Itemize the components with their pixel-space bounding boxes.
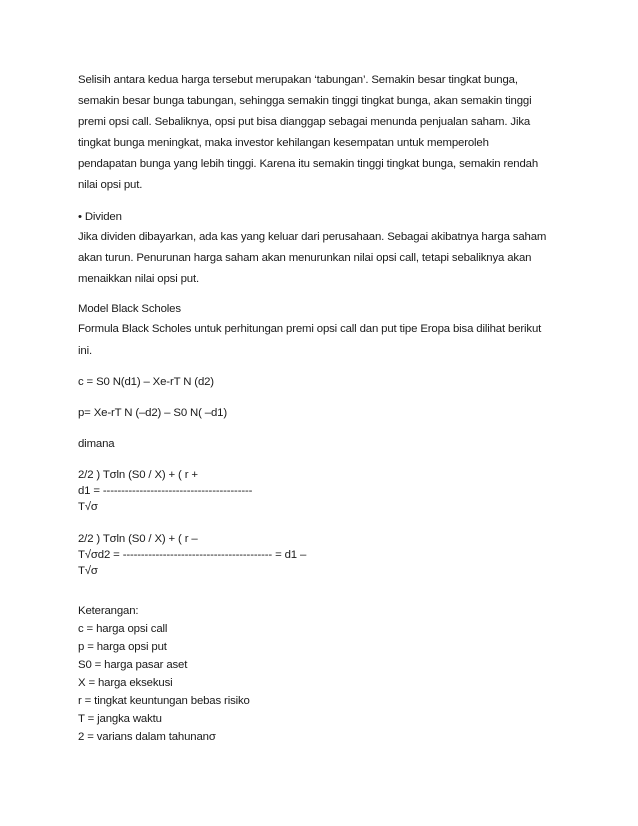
formula-d1-numerator: 2/2 ) Tσln (S0 / X) + ( r +: [78, 469, 198, 481]
paragraph-line: premi opsi call. Sebaliknya, opsi put bisa dianggap sebagai menunda penjualan saham. Jika: [78, 116, 531, 128]
formula-d1-denominator: T√σ: [78, 501, 98, 513]
legend-item: 2 = varians dalam tahunanσ: [78, 731, 216, 743]
paragraph-line: ini.: [78, 345, 92, 357]
section-heading-black-scholes: Model Black Scholes: [78, 303, 181, 315]
paragraph-line: dimana: [78, 438, 115, 450]
legend-heading: Keterangan:: [78, 605, 139, 617]
paragraph-line: pendapatan bunga yang lebih tinggi. Karena itu semakin tinggi tingkat bunga, semakin rendah: [78, 158, 539, 170]
legend-item: T = jangka waktu: [78, 713, 162, 725]
legend-item: S0 = harga pasar aset: [78, 659, 188, 671]
paragraph-line: akan turun. Penurunan harga saham akan menurunkan nilai opsi call, tetapi sebaliknya akan: [78, 252, 532, 264]
paragraph-line: Jika dividen dibayarkan, ada kas yang keluar dari perusahaan. Sebagai akibatnya harga saham: [78, 231, 547, 243]
bullet-heading-dividen: • Dividen: [78, 211, 122, 223]
formula-d1: d1 = -----------------------------------------: [78, 485, 253, 497]
formula-d2-denominator: T√σ: [78, 565, 98, 577]
legend-item: r = tingkat keuntungan bebas risiko: [78, 695, 250, 707]
formula-d2: T√σd2 = ----------------------------------------- = d1 –: [78, 549, 307, 561]
paragraph-line: tingkat bunga meningkat, maka investor kehilangan kesempatan untuk memperoleh: [78, 137, 489, 149]
legend-item: p = harga opsi put: [78, 641, 167, 653]
formula-call: c = S0 N(d1) – Xe-rT N (d2): [78, 376, 214, 388]
formula-put: p= Xe-rT N (–d2) – S0 N( –d1): [78, 407, 227, 419]
formula-d2-numerator: 2/2 ) Tσln (S0 / X) + ( r –: [78, 533, 198, 545]
paragraph-line: Selisih antara kedua harga tersebut merupakan ‘tabungan’. Semakin besar tingkat bunga,: [78, 74, 518, 86]
paragraph-line: semakin besar bunga tabungan, sehingga semakin tinggi tingkat bunga, akan semakin tinggi: [78, 95, 532, 107]
paragraph-line: nilai opsi put.: [78, 179, 143, 191]
legend-item: c = harga opsi call: [78, 623, 168, 635]
paragraph-line: Formula Black Scholes untuk perhitungan premi opsi call dan put tipe Eropa bisa dilihat berikut: [78, 323, 542, 335]
legend-item: X = harga eksekusi: [78, 677, 173, 689]
paragraph-line: menaikkan nilai opsi put.: [78, 273, 199, 285]
